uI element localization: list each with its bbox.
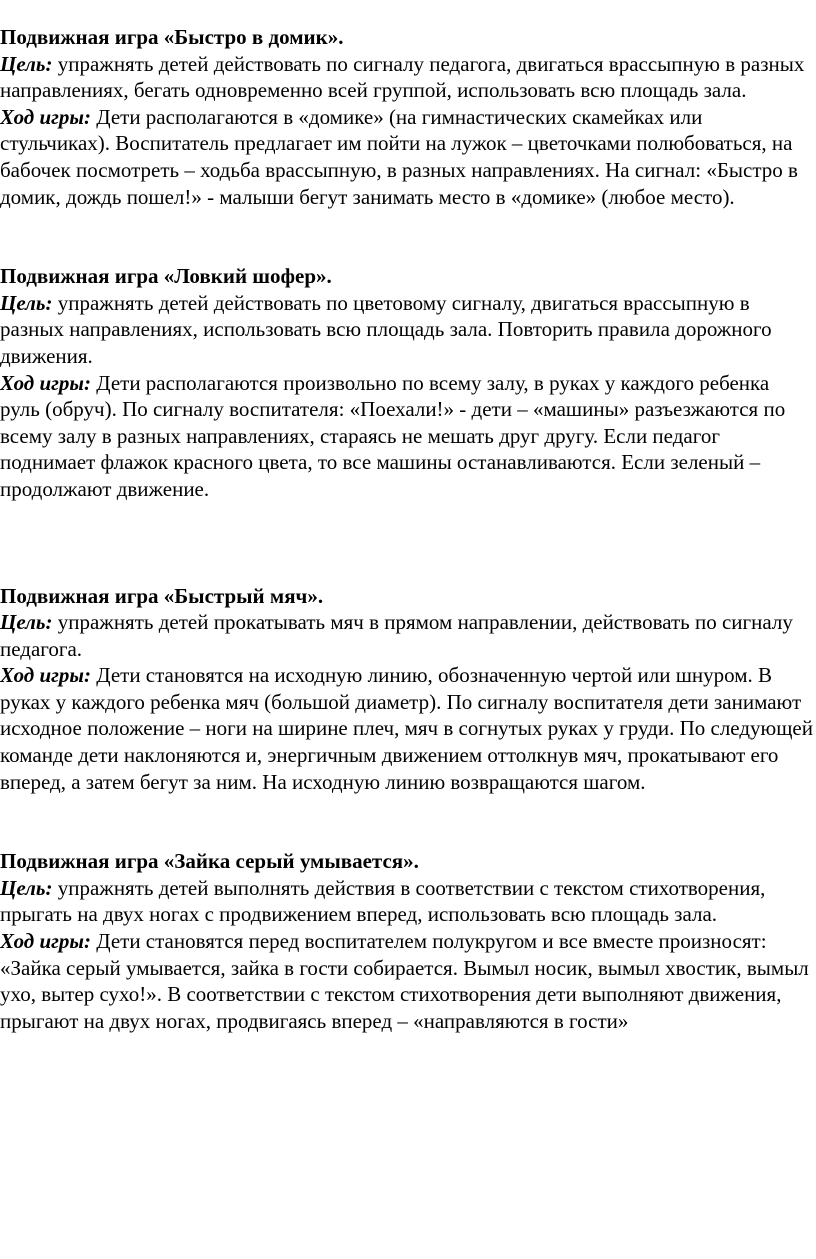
game-goal [0,875,814,928]
document-page [0,24,814,1034]
spacer [0,210,814,263]
course-label: Ход игры: [0,663,91,688]
game-course [0,370,814,503]
game-title: Подвижная игра «Быстрый мяч». [0,583,324,608]
goal-label: Цель: [0,610,53,635]
game-section [0,24,814,210]
course-text: Дети становятся перед воспитателем полукругом и все вместе произносят: «Зайка серый умывается, зайка в гости собирается. Вымыл носик, вымыл хвостик, вымыл ухо, вытер сухо!». В соответствии с текстом стихотворения дети выполняют движения, прыгают на двух ногах, продвигаясь вперед – «направляются в гости» [0,929,809,1033]
goal-text: упражнять детей действовать по сигналу педагога, двигаться врассыпную в разных направлениях, бегать одновременно всей группой, использовать всю площадь зала. [0,51,805,103]
game-goal [0,51,814,104]
course-text: Дети располагаются произвольно по всему залу, в руках у каждого ребенка руль (обруч). По сигналу воспитателя: «Поехали!» - дети – «машины» разъезжаются по всему залу в разных направлениях, стараясь не мешать друг другу. Если педагог поднимает флажок красного цвета, то все машины останавливаются. Если зеленый – продолжают движение. [0,370,786,501]
goal-label: Цель: [0,51,53,76]
game-section [0,848,814,1034]
game-goal [0,290,814,370]
goal-text: упражнять детей выполнять действия в соответствии с текстом стихотворения, прыгать на двух ногах с продвижением вперед, использовать всю площадь зала. [0,875,766,927]
spacer [0,503,814,583]
game-course [0,104,814,210]
game-section [0,263,814,502]
course-text: Дети становятся на исходную линию, обозначенную чертой или шнуром. В руках у каждого ребенка мяч (большой диаметр). По сигналу воспитателя дети занимают исходное положение – ноги на ширине плеч, мяч в согнутых руках у груди. По следующей команде дети наклоняются и, энергичным движением оттолкнув мяч, прокатывают его вперед, а затем бегут за ним. На исходную линию возвращаются шагом. [0,663,813,794]
course-label: Ход игры: [0,104,91,129]
game-section [0,583,814,796]
goal-label: Цель: [0,290,53,315]
spacer [0,795,814,848]
game-course [0,928,814,1034]
goal-text: упражнять детей прокатывать мяч в прямом направлении, действовать по сигналу педагога. [0,610,793,661]
game-goal [0,609,814,662]
course-text: Дети располагаются в «домике» (на гимнастических скамейках или стульчиках). Воспитатель предлагает им пойти на лужок – цветочками полюбоваться, на бабочек посмотреть – ходьба врассыпную, в разных направлениях. На сигнал: «Быстро в домик, дождь пошел!» - малыши бегут занимать место в «домике» (любое место). [0,104,798,209]
course-label: Ход игры: [0,370,91,395]
goal-text: упражнять детей действовать по цветовому сигналу, двигаться врассыпную в разных направлениях, использовать всю площадь зала. Повторить правила дорожного движения. [0,290,772,368]
game-title: Подвижная игра «Быстро в домик». [0,25,344,49]
game-title: Подвижная игра «Зайка серый умывается». [0,849,419,874]
game-course [0,662,814,795]
game-title: Подвижная игра «Ловкий шофер». [0,264,332,289]
course-label: Ход игры: [0,929,91,954]
goal-label: Цель: [0,875,53,900]
